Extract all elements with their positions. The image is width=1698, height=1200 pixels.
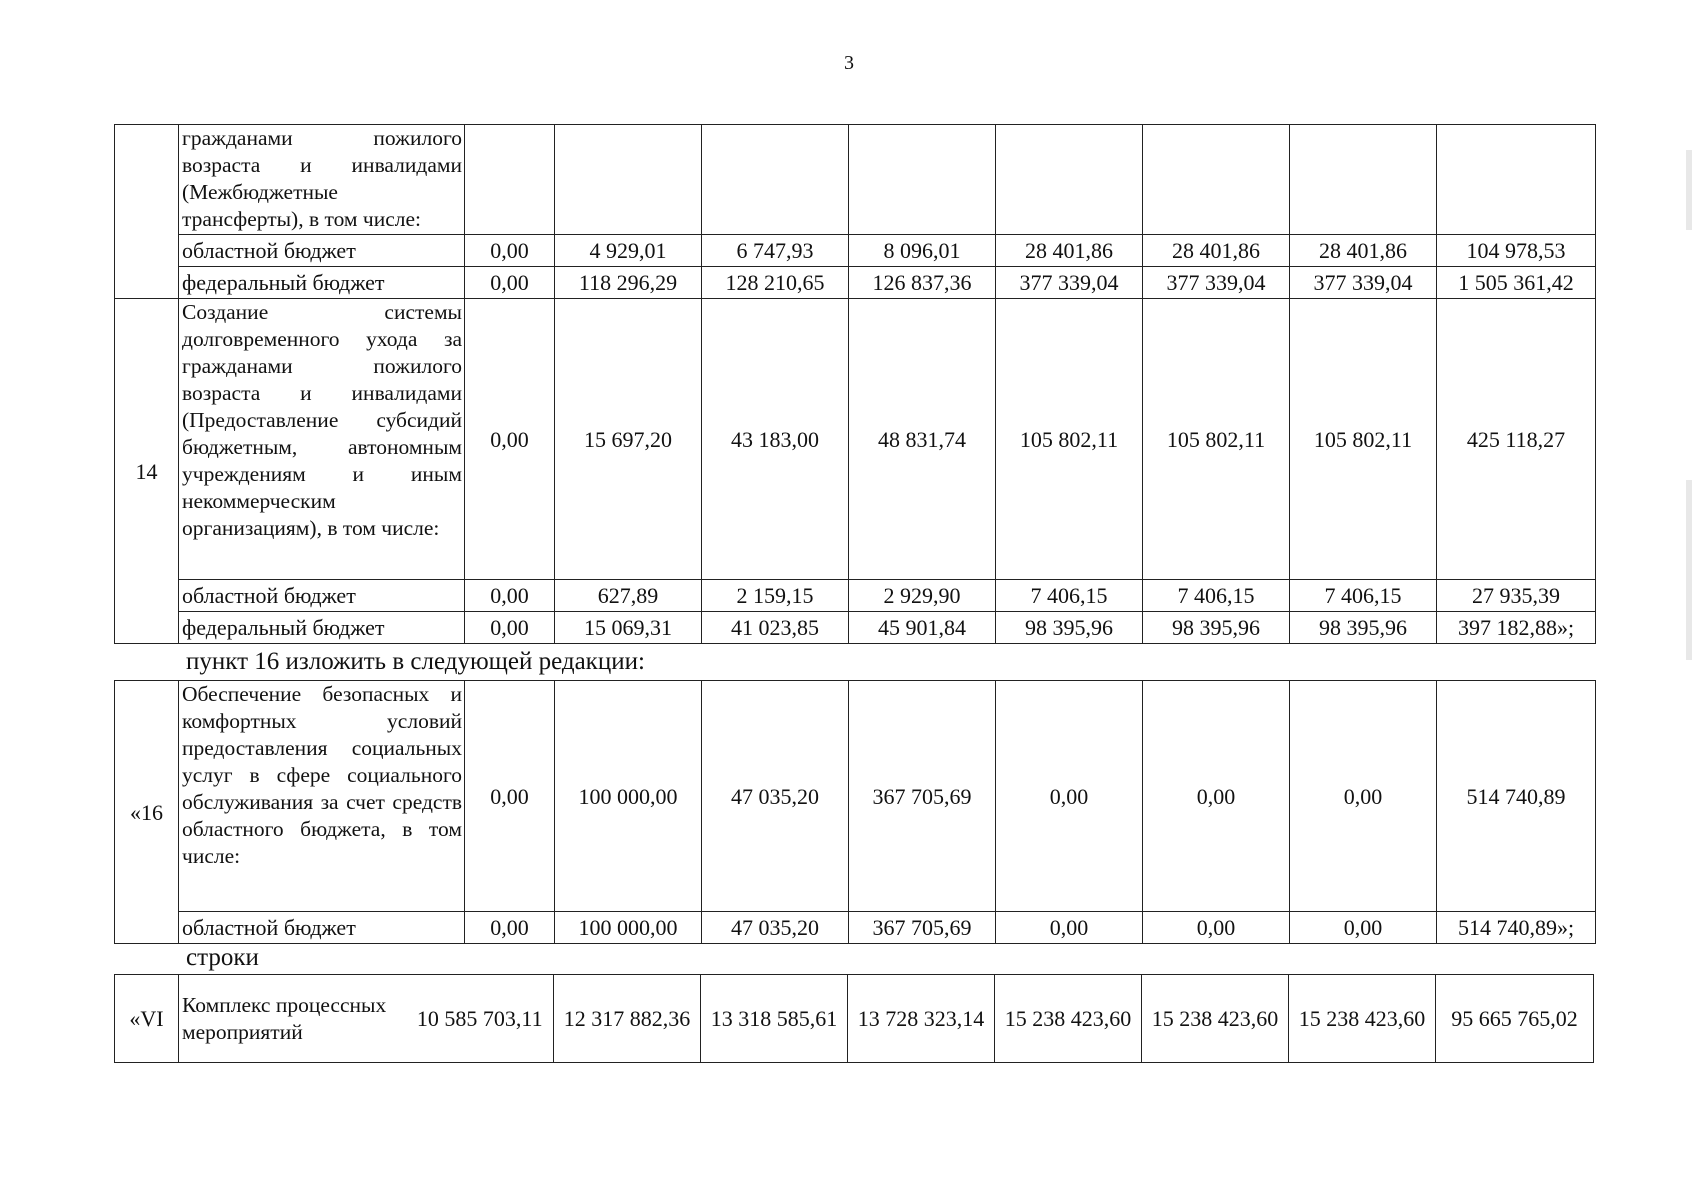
value-cell: 0,00 (465, 612, 555, 644)
value-cell: 104 978,53 (1437, 235, 1596, 267)
table-row (115, 612, 1596, 644)
row-description: Создание системы долговременного ухода за гражданами пожилого возраста и инвалидами (Предоставление субсидий бюджетным, автономным учреждениям и иным некоммерческим организациям), в том числе: (179, 299, 465, 580)
row-description: Обеспечение безопасных и комфортных условий предоставления социальных услуг в сфере социального обслуживания за счет средств областного бюджета, в том числе: (179, 681, 465, 912)
value-cell: 105 802,11 (1143, 299, 1290, 580)
row-index: «16 (115, 681, 179, 944)
value-cell: 100 000,00 (555, 912, 702, 944)
value-cell: 98 395,96 (1143, 612, 1290, 644)
value-cell: 126 837,36 (849, 267, 996, 299)
value-cell: 128 210,65 (702, 267, 849, 299)
value-cell: 0,00 (465, 580, 555, 612)
row-description: Комплекс процессных мероприятий (179, 975, 407, 1063)
value-cell: 15 238 423,60 (995, 975, 1142, 1063)
value-cell: 627,89 (555, 580, 702, 612)
value-cell: 4 929,01 (555, 235, 702, 267)
value-cell: 100 000,00 (555, 681, 702, 912)
value-cell: 0,00 (1290, 681, 1437, 912)
row-index: 14 (115, 299, 179, 644)
budget-table-continuation (114, 124, 1596, 644)
value-cell: 48 831,74 (849, 299, 996, 580)
budget-label: областной бюджет (179, 912, 465, 944)
value-cell: 8 096,01 (849, 235, 996, 267)
value-cell: 7 406,15 (996, 580, 1143, 612)
value-cell: 425 118,27 (1437, 299, 1596, 580)
row-index: «VI (115, 975, 179, 1063)
value-cell: 15 069,31 (555, 612, 702, 644)
value-cell: 15 238 423,60 (1142, 975, 1289, 1063)
value-cell: 397 182,88»; (1437, 612, 1596, 644)
value-cell: 0,00 (1290, 912, 1437, 944)
value-cell: 367 705,69 (849, 912, 996, 944)
value-cell: 377 339,04 (996, 267, 1143, 299)
table-row (115, 912, 1596, 944)
value-cell: 0,00 (465, 299, 555, 580)
table-row (115, 125, 1596, 235)
value-cell: 28 401,86 (996, 235, 1143, 267)
row-description: гражданами пожилого возраста и инвалидами (Межбюджетные трансферты), в том числе: (179, 125, 465, 235)
value-cell: 7 406,15 (1290, 580, 1437, 612)
instruction-text: строки (186, 944, 259, 971)
value-cell: 0,00 (465, 267, 555, 299)
value-cell: 0,00 (465, 681, 555, 912)
value-cell: 28 401,86 (1143, 235, 1290, 267)
value-cell: 377 339,04 (1290, 267, 1437, 299)
value-cell: 105 802,11 (1290, 299, 1437, 580)
value-cell: 47 035,20 (702, 912, 849, 944)
value-cell: 12 317 882,36 (554, 975, 701, 1063)
value-cell: 0,00 (996, 681, 1143, 912)
value-cell: 13 318 585,61 (701, 975, 848, 1063)
value-cell: 514 740,89 (1437, 681, 1596, 912)
value-cell: 98 395,96 (996, 612, 1143, 644)
value-cell: 47 035,20 (702, 681, 849, 912)
value-cell: 0,00 (465, 235, 555, 267)
budget-label: областной бюджет (179, 580, 465, 612)
scan-artifact (1686, 150, 1692, 230)
table-row (115, 235, 1596, 267)
value-cell: 0,00 (1143, 912, 1290, 944)
value-cell: 41 023,85 (702, 612, 849, 644)
value-cell: 95 665 765,02 (1436, 975, 1594, 1063)
scan-artifact (1686, 480, 1692, 660)
budget-table-item-16 (114, 680, 1596, 944)
budget-table-section-vi (114, 974, 1594, 1063)
value-cell: 27 935,39 (1437, 580, 1596, 612)
table-row (115, 681, 1596, 912)
budget-label: областной бюджет (179, 235, 465, 267)
value-cell: 13 728 323,14 (848, 975, 995, 1063)
value-cell: 0,00 (996, 912, 1143, 944)
value-cell: 367 705,69 (849, 681, 996, 912)
value-cell: 2 929,90 (849, 580, 996, 612)
value-cell: 1 505 361,42 (1437, 267, 1596, 299)
value-cell: 28 401,86 (1290, 235, 1437, 267)
value-cell: 98 395,96 (1290, 612, 1437, 644)
value-cell: 514 740,89»; (1437, 912, 1596, 944)
table-row (115, 975, 1594, 1063)
value-cell: 7 406,15 (1143, 580, 1290, 612)
value-cell: 43 183,00 (702, 299, 849, 580)
value-cell: 45 901,84 (849, 612, 996, 644)
table-row (115, 267, 1596, 299)
value-cell: 118 296,29 (555, 267, 702, 299)
table-row (115, 580, 1596, 612)
page-number: 3 (844, 52, 854, 74)
instruction-text: пункт 16 изложить в следующей редакции: (186, 648, 645, 675)
value-cell: 10 585 703,11 (407, 975, 554, 1063)
value-cell: 0,00 (465, 912, 555, 944)
budget-label: федеральный бюджет (179, 612, 465, 644)
value-cell: 0,00 (1143, 681, 1290, 912)
value-cell: 105 802,11 (996, 299, 1143, 580)
row-index (115, 125, 179, 299)
value-cell: 377 339,04 (1143, 267, 1290, 299)
value-cell: 15 697,20 (555, 299, 702, 580)
table-row (115, 299, 1596, 580)
value-cell: 15 238 423,60 (1289, 975, 1436, 1063)
budget-label: федеральный бюджет (179, 267, 465, 299)
value-cell: 6 747,93 (702, 235, 849, 267)
value-cell: 2 159,15 (702, 580, 849, 612)
